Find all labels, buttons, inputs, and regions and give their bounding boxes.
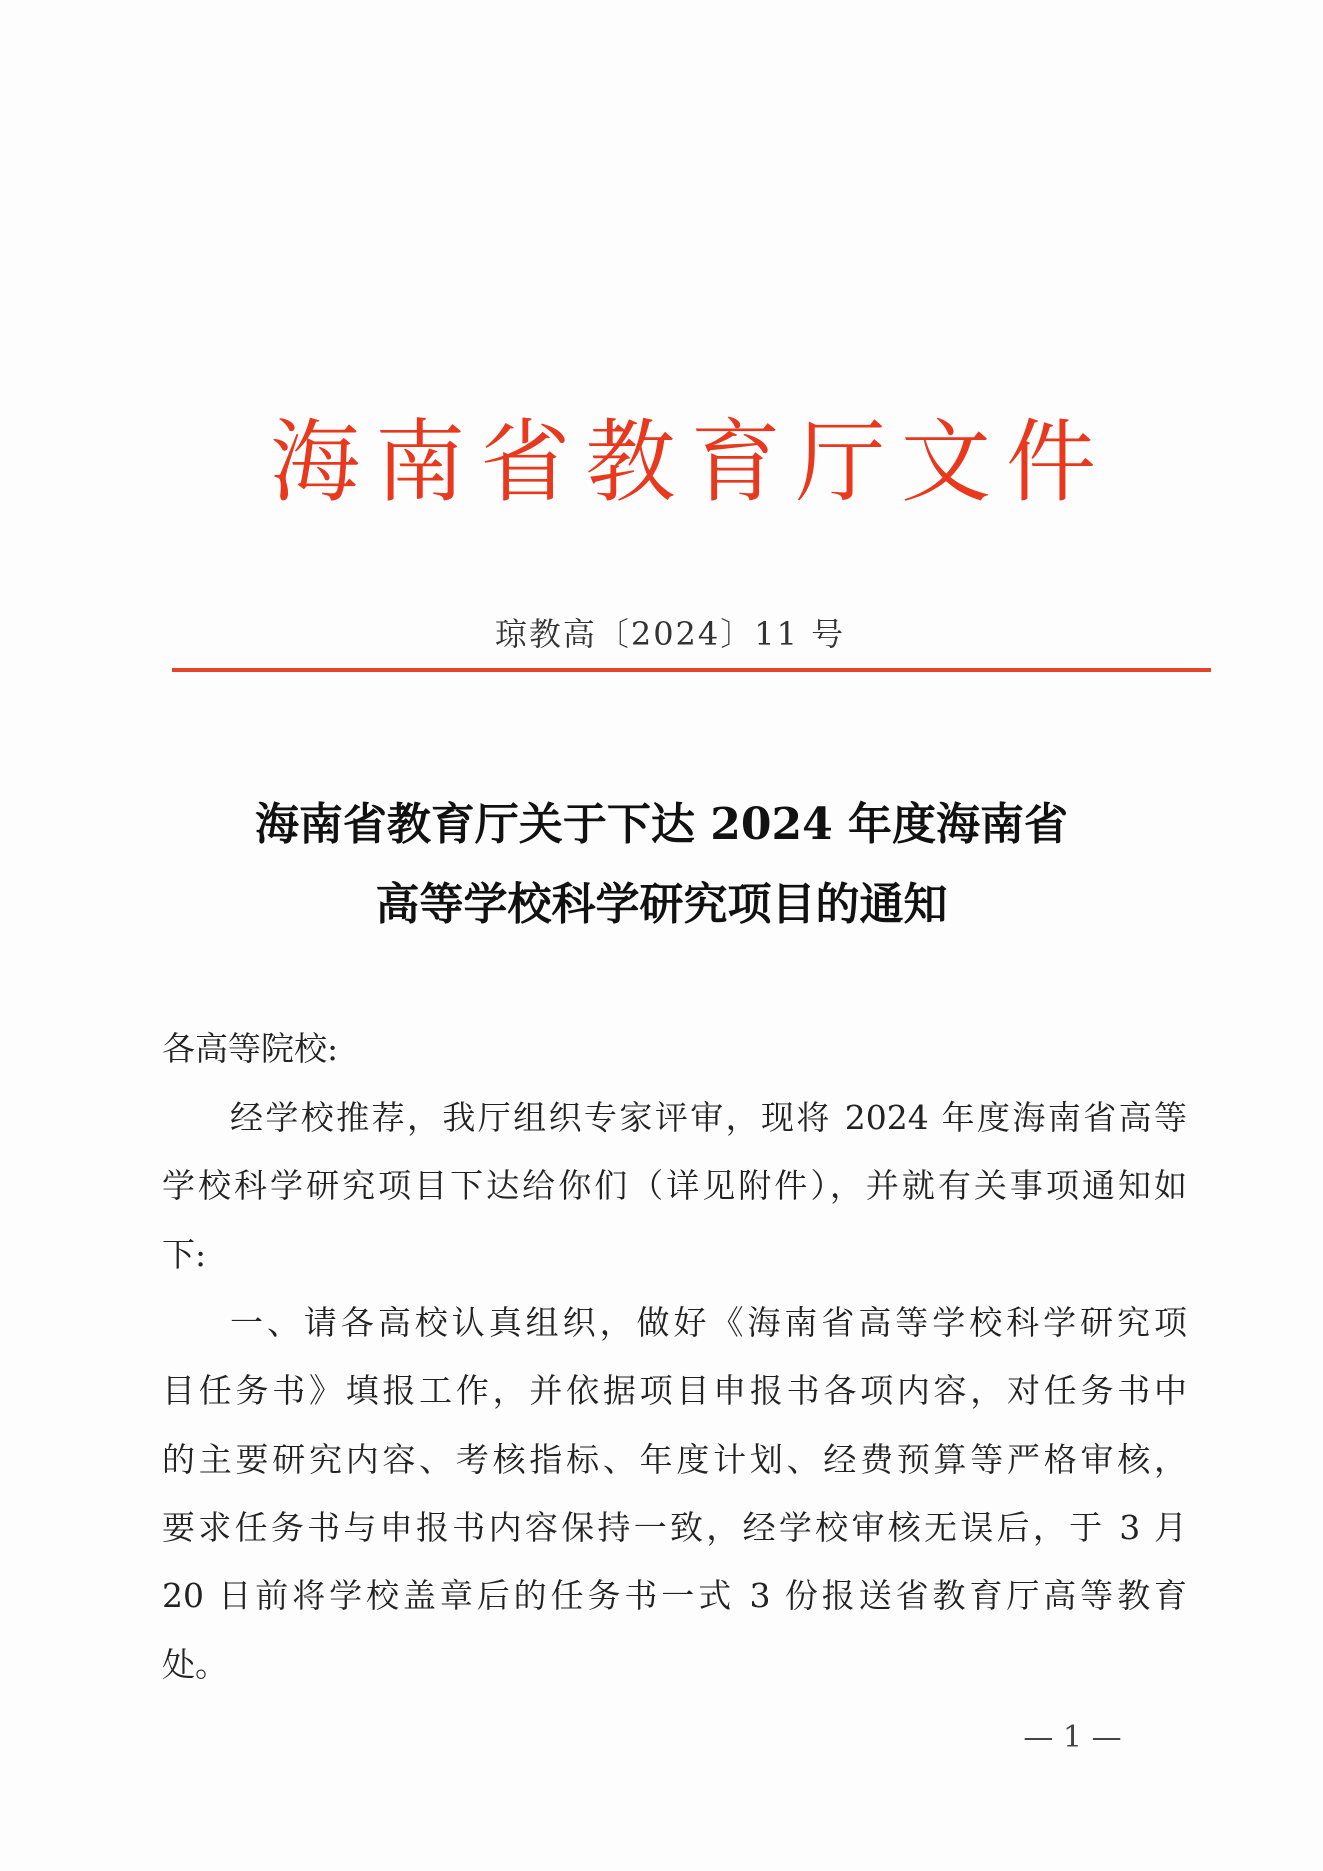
salutation: 各高等院校:: [162, 1029, 339, 1068]
body-line: 学校科学研究项目下达给你们（详见附件），并就有关事项通知如: [162, 1166, 1187, 1205]
red-divider-line: [172, 668, 1211, 672]
body-line: 下:: [162, 1235, 207, 1274]
body-line: 要求任务书与申报书内容保持一致，经学校审核无误后，于 3 月: [162, 1508, 1187, 1547]
body-line: 的主要研究内容、考核指标、年度计划、经费预算等严格审核，: [162, 1440, 1187, 1479]
document-number: 琼教高〔2024〕11 号: [494, 615, 846, 653]
body-line: 一、请各高校认真组织，做好《海南省高等学校科学研究项: [230, 1303, 1187, 1342]
red-header-title: 海南省教育厅文件: [270, 410, 1096, 515]
body-line: 经学校推荐，我厅组织专家评审，现将 2024 年度海南省高等: [230, 1098, 1187, 1137]
notice-title-line-1: 海南省教育厅关于下达 2024 年度海南省: [254, 799, 1069, 850]
body-line: 处。: [162, 1645, 228, 1684]
body-line: 目任务书》填报工作，并依据项目申报书各项内容，对任务书中: [162, 1371, 1187, 1410]
body-line: 20 日前将学校盖章后的任务书一式 3 份报送省教育厅高等教育: [162, 1576, 1187, 1615]
page-number: — 1 —: [1023, 1720, 1122, 1755]
notice-title-line-2: 高等学校科学研究项目的通知: [375, 879, 948, 930]
